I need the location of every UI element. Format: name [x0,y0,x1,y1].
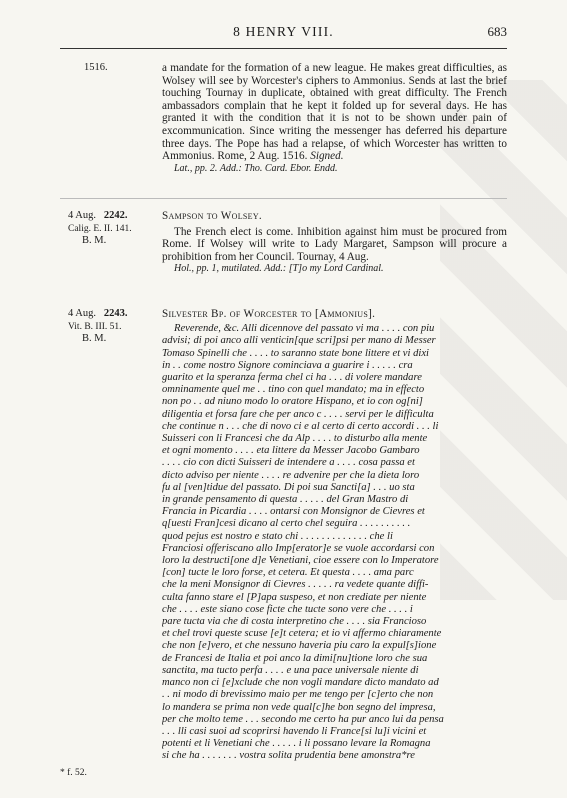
entry-2242-heading: Sampson to Wolsey. [162,210,263,222]
entry-continued [162,62,507,175]
letter-line: omninamente quel me . . tino con quel mandato; ma in effecto [162,384,425,396]
letter-line: sanctita, ma tucto perfa . . . . e una pace universale niente di [162,664,419,676]
page-number: 683 [487,24,507,39]
footnote: * f. 52. [60,768,87,778]
entry-2242-note: Hol., pp. 1, mutilated. Add.: [T]o my Lord Cardinal. [174,263,384,275]
letter-line: . . . . cio con dicti Suisseri de intendere a . . . . cosa passa et [162,457,415,469]
divider [60,198,507,199]
letter-line: . . ni modo di brevissimo maio per me tengo per [c]erto che non [162,689,434,701]
entry-2242-meta: 4 Aug. 2242. Calig. E. II. 141. B. M. [68,210,132,246]
entry-2243-letter [162,323,507,762]
letter-line: dicto adviso per niente . . . . re advenire per che la dieta loro [162,469,420,481]
letter-line: diligentia et forsa fare che per anco c . . . . servi per le difficulta [162,408,434,420]
header-rule [60,48,507,49]
letter-line: fu al [ven]tidue del passato. Di poi sua Sancti[a] . . . uo sta [162,481,415,493]
letter-line: in . . come nostro Signore cominciava a guarire i . . . . . cra [162,359,413,371]
letter-line: per che molto teme . . . secondo me certo ha pur anco lui da pensa [162,713,444,725]
letter-line: lo mandera se prima non vede qual[c]he bon segno del impresa, [162,701,436,713]
entry-year: 1516. [84,62,108,73]
entry-2243 [162,308,507,763]
letter-line: che . . . . este siano cose ficte che tucte sono vere che . . . . i [162,603,413,615]
letter-line: advisi; di poi anco alli venticin[que scri]psi per mano di Messer [162,335,436,347]
letter-line: quod pejus est nostro e stato chi . . . . . . . . . . . . . che li [162,530,393,542]
entry-continued-text: a mandate for the formation of a new league. He makes great difficulties, as Wolsey will see by Worcester's ciphers to Ammonius. Sends at last the brief touching Tournay in duplicate, obtained with great difficulty. The French ambassadors complain that he kept it folded up for several days. He has granted it with the condition that it is not to be shown under pain of excommunication. Since writing the messenger has deferred his departure three days. The Pope has had a relapse, of which Worcester has written to Ammonius. Rome, 2 Aug. 1516. Signed. [162,62,507,163]
letter-line: q[uesti Fran]cesi dicano al certo chel seguira . . . . . . . . . . [162,518,411,530]
letter-line: Tomaso Spinelli che . . . . to saranno state bone littere et vi dixi [162,347,429,359]
running-title: 8 HENRY VIII. [233,24,334,39]
letter-line: non po . . ad niuno modo lo oratore Hispano, et io con og[ni] [162,396,423,408]
letter-line: Suisseri con li Francesi che da Alp . . . . to disturbo alla mente [162,433,428,445]
letter-line: . . . lli casi suoi ad scoprirsi havendo li France[si lu]i vicini et [162,725,427,737]
letter-line: pare tucta via che di costa interpretino che . . . . sia Francioso [162,616,427,628]
letter-line: si che ha . . . . . . . vostra solita prudentia bene amonstra*re [162,750,415,762]
entry-2243-meta: 4 Aug. 2243. Vit. B. III. 51. B. M. [68,308,128,344]
letter-line: [con] tucte le loro forse, et cetera. Et questa . . . . ama parc [162,567,414,579]
letter-line: guarito et la speranza ferma chel ci ha . . . di volere mandare [162,372,422,384]
letter-line: manco non ci [e]xclude che non vogli mandare dicto mandato ad [162,677,439,689]
letter-line: che non [e]vero, et che nessuno haveria piu caro la expul[s]ione [162,640,437,652]
entry-continued-note: Lat., pp. 2. Add.: Tho. Card. Ebor. Endd. [174,162,338,174]
letter-line: che continue n . . . che di novo ci e al certo di certo accordi . . . li [162,420,439,432]
letter-line: Francia in Picardia . . . . ontarsi con Monsignor de Cievres et [162,506,425,518]
letter-line: et ogni momento . . . . eta littere da Messer Jacobo Gambaro [162,445,420,457]
letter-line: et chel trovi queste scuse [e]t cetera; et io vi affermo chiaramente [162,628,442,640]
entry-2242 [162,210,507,275]
page-header [0,24,567,44]
letter-line: loro la destructi[one d]e Venetiani, cioe essere con lo Imperatore [162,555,439,567]
letter-line: culta fanno stare el [P]apa suspeso, et non crediate per niente [162,591,427,603]
letter-line: Reverende, &c. Alli dicennove del passato vi ma . . . . con piu [174,323,435,335]
entry-2242-text: The French elect is come. Inhibition against him must be procured from Rome. If Wolsey will write to Lady Margaret, Sampson will procure a prohibition from her Council. Tournay, 4 Aug. [162,225,507,263]
letter-line: de Francesi de Italia et poi anco la dimi[nu]tione loro che sua [162,652,428,664]
letter-line: in grande pensamento di questa . . . . . del Gran Mastro di [162,494,409,506]
letter-line: che la meni Monsignor di Cievres . . . . . ra vedete quante diffi- [162,579,429,591]
entry-2243-heading: Silvester Bp. of Worcester to [Ammonius]. [162,308,376,320]
letter-line: potenti et li Venetiani che . . . . . i li possano levare la Romagna [162,738,431,750]
letter-line: Franciosi offeriscano allo Imp[erator]e se vuole accordarsi con [162,542,435,554]
